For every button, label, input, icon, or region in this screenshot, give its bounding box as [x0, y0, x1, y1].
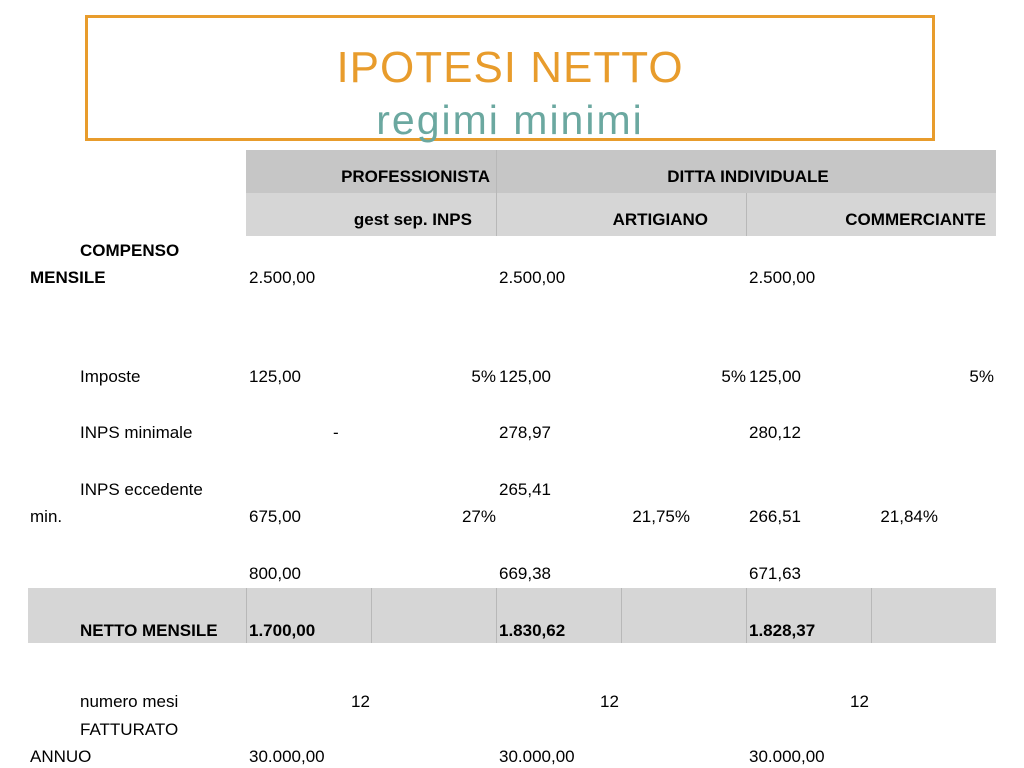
- header-divider: [746, 193, 747, 236]
- mesi-prof-value: 12: [351, 692, 370, 711]
- header-divider: [496, 150, 497, 236]
- inps-minimale-prof-value: -: [333, 423, 339, 442]
- slide-title: IPOTESI NETTO: [336, 43, 684, 92]
- netto-divider: [246, 588, 247, 643]
- row-label-fatturato: FATTURATO: [80, 720, 179, 739]
- row-label-numero-mesi: numero mesi: [80, 692, 179, 711]
- inps-eccedente-prof-value: 675,00: [249, 507, 301, 526]
- imposte-art-pct: 5%: [721, 367, 746, 386]
- header-professionista: PROFESSIONISTA: [341, 167, 490, 186]
- netto-comm-value: 1.828,37: [749, 621, 816, 640]
- totale-comm-value: 671,63: [749, 564, 801, 583]
- inps-eccedente-art-value: 265,41: [499, 480, 551, 499]
- imposte-art-value: 125,00: [499, 367, 551, 386]
- netto-prof-value: 1.700,00: [249, 621, 316, 640]
- inps-eccedente-art-pct: 21,75%: [632, 507, 690, 526]
- slide-subtitle: regimi minimi: [376, 97, 644, 143]
- row-label-mensile: MENSILE: [30, 268, 106, 287]
- inps-eccedente-comm-pct: 21,84%: [880, 507, 938, 526]
- compenso-prof-value: 2.500,00: [249, 268, 316, 287]
- row-label-inps-eccedente: INPS eccedente: [80, 480, 203, 499]
- imposte-comm-pct: 5%: [969, 367, 994, 386]
- row-label-inps-minimale: INPS minimale: [80, 423, 193, 442]
- netto-divider: [746, 588, 747, 643]
- row-label-netto-mensile: NETTO MENSILE: [80, 621, 218, 640]
- fatturato-art-value: 30.000,00: [499, 747, 575, 766]
- netto-divider: [871, 588, 872, 643]
- row-label-compenso: COMPENSO: [80, 241, 180, 260]
- imposte-comm-value: 125,00: [749, 367, 801, 386]
- netto-art-value: 1.830,62: [499, 621, 566, 640]
- inps-eccedente-comm-value: 266,51: [749, 507, 801, 526]
- inps-minimale-art-value: 278,97: [499, 423, 551, 442]
- row-label-annuo: ANNUO: [30, 747, 92, 766]
- fatturato-comm-value: 30.000,00: [749, 747, 825, 766]
- title-box: [85, 15, 935, 141]
- imposte-prof-value: 125,00: [249, 367, 301, 386]
- netto-divider: [621, 588, 622, 643]
- compenso-comm-value: 2.500,00: [749, 268, 816, 287]
- fatturato-prof-value: 30.000,00: [249, 747, 325, 766]
- imposte-prof-pct: 5%: [471, 367, 496, 386]
- header-gest-sep-inps: gest sep. INPS: [353, 210, 472, 229]
- netto-divider: [496, 588, 497, 643]
- totale-art-value: 669,38: [499, 564, 551, 583]
- totale-prof-value: 800,00: [249, 564, 301, 583]
- header-commerciante: COMMERCIANTE: [845, 210, 986, 229]
- mesi-art-value: 12: [600, 692, 619, 711]
- header-ditta-individuale: DITTA INDIVIDUALE: [667, 167, 829, 186]
- inps-minimale-comm-value: 280,12: [749, 423, 801, 442]
- header-artigiano: ARTIGIANO: [612, 210, 708, 229]
- row-label-min: min.: [30, 507, 63, 526]
- inps-eccedente-prof-pct: 27%: [461, 507, 496, 526]
- netto-divider: [371, 588, 372, 643]
- compenso-art-value: 2.500,00: [499, 268, 566, 287]
- mesi-comm-value: 12: [850, 692, 869, 711]
- row-label-imposte: Imposte: [80, 367, 141, 386]
